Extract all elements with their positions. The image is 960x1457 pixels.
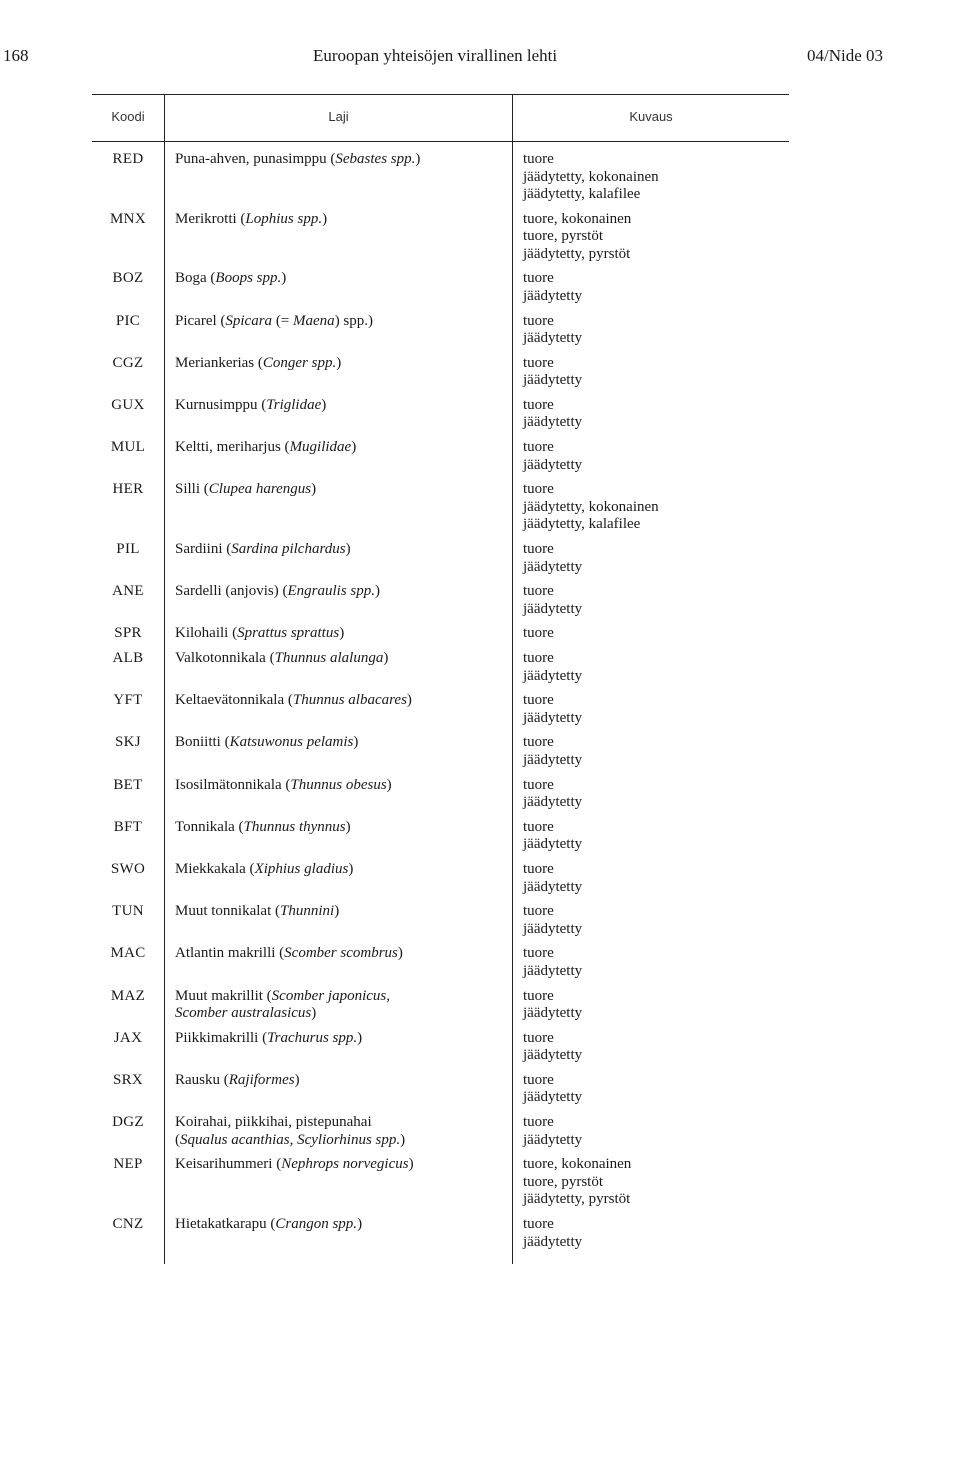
species-name: Kilohaili (Sprattus sprattus) bbox=[175, 625, 345, 642]
species-description: tuore jäädytetty bbox=[523, 818, 583, 853]
species-code: PIC bbox=[115, 312, 141, 329]
species-description: tuore jäädytetty bbox=[523, 903, 583, 937]
species-name: Muut tonnikalat (Thunnini) bbox=[175, 903, 340, 920]
species-description: tuore jäädytetty bbox=[523, 987, 583, 1022]
species-description: tuore bbox=[523, 625, 554, 642]
species-code: MUL bbox=[110, 439, 146, 456]
table-row bbox=[0, 625, 960, 650]
species-description: tuore jäädytetty bbox=[523, 650, 583, 684]
table-row bbox=[0, 439, 960, 481]
species-name: Muut makrillit (Scomber japonicus, Scomber australasicus) bbox=[175, 987, 390, 1022]
species-name: Rausku (Rajiformes) bbox=[175, 1071, 300, 1088]
species-description: tuore jäädytetty bbox=[523, 734, 583, 768]
species-code: RED bbox=[112, 151, 144, 167]
table-row bbox=[0, 988, 960, 1030]
species-description: tuore jäädytetty bbox=[523, 1216, 583, 1250]
table-row bbox=[0, 1030, 960, 1072]
species-name: Boga (Boops spp.) bbox=[175, 270, 287, 287]
table-row bbox=[0, 541, 960, 583]
species-name: Atlantin makrilli (Scomber scombrus) bbox=[175, 945, 403, 962]
species-name: Koirahai, piikkihai, pistepunahai (Squalus acanthias, Scyliorhinus spp.) bbox=[175, 1114, 406, 1148]
table-row bbox=[0, 313, 960, 355]
species-description: tuore jäädytetty bbox=[523, 1071, 583, 1106]
species-name: Piikkimakrilli (Trachurus spp.) bbox=[175, 1029, 363, 1046]
species-code: ANE bbox=[112, 583, 144, 600]
species-name: Keltaevätonnikala (Thunnus albacares) bbox=[175, 692, 412, 709]
table-row bbox=[0, 819, 960, 861]
species-code: CGZ bbox=[112, 354, 144, 371]
table-row bbox=[0, 355, 960, 397]
species-description: tuore jäädytetty bbox=[523, 1114, 583, 1148]
species-name: Picarel (Spicara (= Maena) spp.) bbox=[175, 312, 374, 329]
species-code: SRX bbox=[112, 1071, 144, 1088]
species-name: Merikrotti (Lophius spp.) bbox=[175, 210, 328, 227]
table-row bbox=[0, 734, 960, 776]
species-description: tuore jäädytetty bbox=[523, 945, 583, 979]
species-name: Sardelli (anjovis) (Engraulis spp.) bbox=[175, 583, 380, 600]
species-description: tuore jäädytetty, kokonainen jäädytetty, kalafilee bbox=[523, 481, 659, 533]
species-name: Silli (Clupea harengus) bbox=[175, 481, 317, 498]
species-name: Miekkakala (Xiphius gladius) bbox=[175, 861, 354, 877]
table-row bbox=[0, 945, 960, 987]
table-row bbox=[0, 151, 960, 211]
species-code: SPR bbox=[114, 625, 142, 642]
table-row bbox=[0, 397, 960, 439]
species-name: Meriankerias (Conger spp.) bbox=[175, 354, 342, 371]
page-header bbox=[0, 46, 960, 70]
species-description: tuore jäädytetty bbox=[523, 776, 583, 811]
species-description: tuore jäädytetty bbox=[523, 692, 583, 726]
table-row bbox=[0, 583, 960, 625]
species-code: TUN bbox=[112, 903, 144, 920]
species-name: Kurnusimppu (Triglidae) bbox=[175, 396, 327, 413]
table-header-rule bbox=[92, 141, 789, 142]
table-row bbox=[0, 1072, 960, 1114]
species-code: BOZ bbox=[112, 270, 144, 287]
species-name: Keltti, meriharjus (Mugilidae) bbox=[175, 439, 357, 456]
page-number: 168 bbox=[3, 46, 29, 65]
journal-title: Euroopan yhteisöjen virallinen lehti bbox=[313, 46, 558, 65]
species-code: DGZ bbox=[112, 1114, 144, 1131]
table-row bbox=[0, 861, 960, 903]
species-description: tuore jäädytetty bbox=[523, 1029, 583, 1064]
species-code: BET bbox=[113, 776, 143, 793]
table-row bbox=[0, 692, 960, 734]
table-row bbox=[0, 481, 960, 541]
species-code: JAX bbox=[113, 1029, 143, 1046]
species-name: Valkotonnikala (Thunnus alalunga) bbox=[175, 650, 389, 667]
species-code: MAC bbox=[110, 945, 146, 962]
species-code: PIL bbox=[116, 541, 140, 557]
species-description: tuore, kokonainen tuore, pyrstöt jäädytetty, pyrstöt bbox=[523, 210, 632, 262]
species-description: tuore jäädytetty bbox=[523, 861, 583, 895]
species-name: Tonnikala (Thunnus thynnus) bbox=[175, 818, 351, 835]
species-name: Puna-ahven, punasimppu (Sebastes spp.) bbox=[175, 151, 421, 167]
issue-label: 04/Nide 03 bbox=[806, 46, 883, 65]
table-top-rule bbox=[92, 94, 789, 95]
species-code: BFT bbox=[113, 818, 143, 835]
species-name: Isosilmätonnikala (Thunnus obesus) bbox=[175, 776, 392, 793]
species-table bbox=[0, 151, 960, 1258]
table-row bbox=[0, 1156, 960, 1216]
table-row bbox=[0, 211, 960, 271]
species-code: ALB bbox=[112, 650, 144, 667]
species-code: MAZ bbox=[110, 987, 146, 1004]
column-header-code: Koodi bbox=[111, 109, 145, 124]
species-code: SKJ bbox=[115, 734, 141, 751]
species-code: MNX bbox=[110, 210, 146, 227]
table-row bbox=[0, 270, 960, 312]
species-code: YFT bbox=[113, 692, 143, 709]
species-name: Keisarihummeri (Nephrops norvegicus) bbox=[175, 1156, 414, 1173]
table-row bbox=[0, 777, 960, 819]
species-code: HER bbox=[112, 481, 144, 498]
species-code: CNZ bbox=[112, 1216, 144, 1232]
species-description: tuore jäädytetty bbox=[523, 541, 583, 575]
species-code: NEP bbox=[113, 1156, 143, 1173]
species-description: tuore, kokonainen tuore, pyrstöt jäädytetty, pyrstöt bbox=[523, 1156, 632, 1208]
table-row bbox=[0, 903, 960, 945]
species-code: GUX bbox=[111, 396, 145, 413]
table-row bbox=[0, 650, 960, 692]
table-row bbox=[0, 1114, 960, 1156]
species-name: Sardiini (Sardina pilchardus) bbox=[175, 541, 351, 557]
species-description: tuore jäädytetty bbox=[523, 583, 583, 617]
species-description: tuore jäädytetty bbox=[523, 396, 583, 431]
column-header-description: Kuvaus bbox=[629, 109, 673, 124]
species-name: Boniitti (Katsuwonus pelamis) bbox=[175, 734, 359, 751]
species-name: Hietakatkarapu (Crangon spp.) bbox=[175, 1216, 363, 1232]
table-row bbox=[0, 1216, 960, 1258]
species-code: SWO bbox=[110, 861, 146, 877]
species-description: tuore jäädytetty, kokonainen jäädytetty, kalafilee bbox=[523, 151, 659, 202]
column-header-species: Laji bbox=[328, 109, 349, 124]
species-description: tuore jäädytetty bbox=[523, 354, 583, 389]
species-description: tuore jäädytetty bbox=[523, 439, 583, 473]
species-description: tuore jäädytetty bbox=[523, 270, 583, 304]
species-description: tuore jäädytetty bbox=[523, 312, 583, 347]
